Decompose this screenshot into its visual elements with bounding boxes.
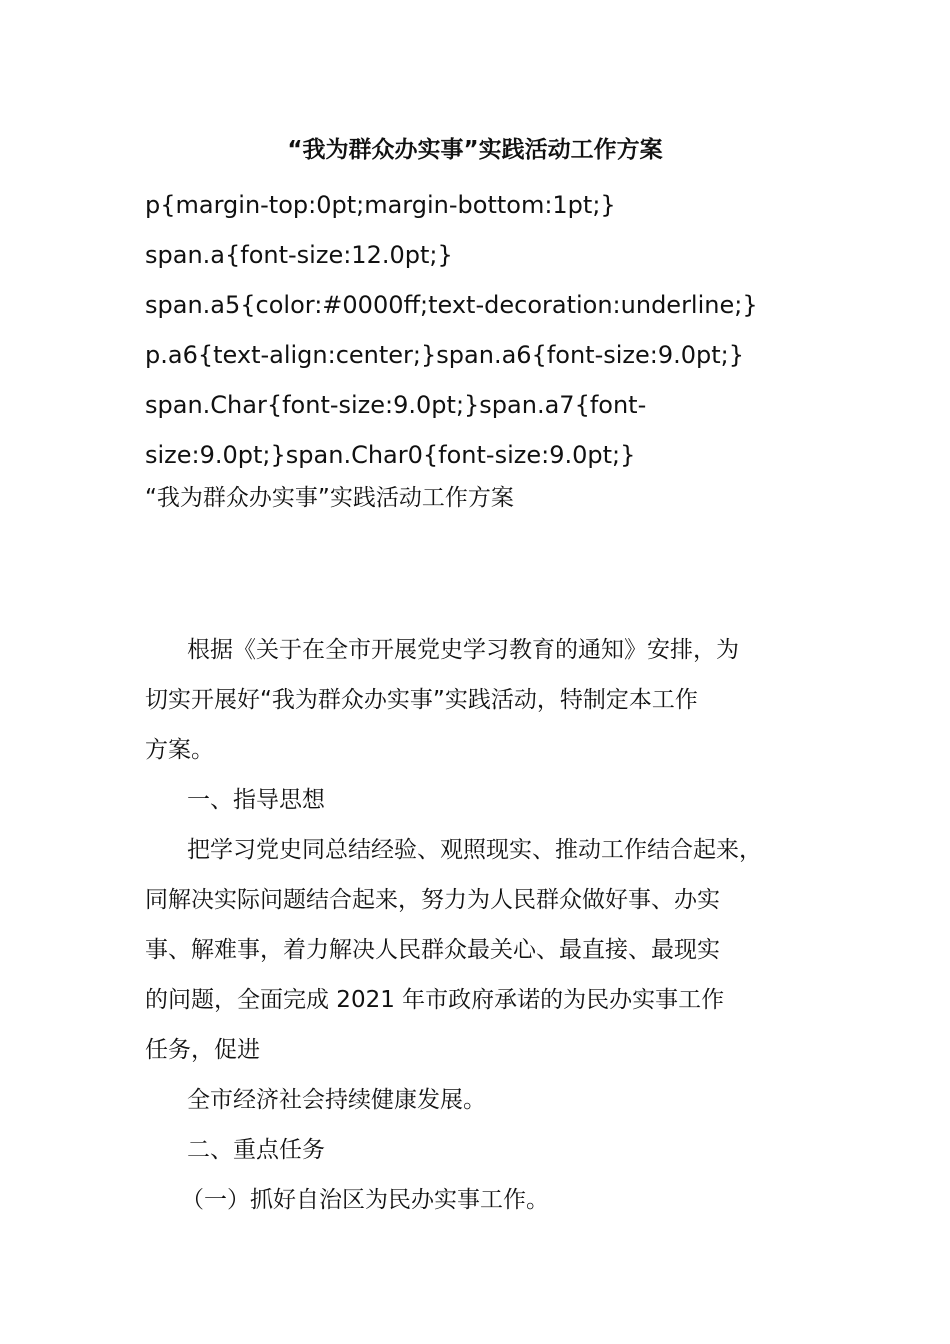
body-paragraph-line: 根据《关于在全市开展党史学习教育的通知》安排，为 — [187, 637, 739, 663]
document-title: “我为群众办实事”实践活动工作方案 — [287, 137, 663, 163]
css-line: p{margin-top:0pt;margin-bottom:1pt;} — [145, 191, 616, 219]
body-paragraph-line: 的问题，全面完成 2021 年市政府承诺的为民办实事工作 — [145, 987, 725, 1013]
section-heading: 二、重点任务 — [187, 1137, 325, 1163]
body-paragraph-line: 把学习党史同总结经验、观照现实、推动工作结合起来， — [187, 837, 762, 863]
body-paragraph-line: 方案。 — [145, 737, 214, 763]
body-paragraph-line: 同解决实际问题结合起来，努力为人民群众做好事、办实 — [145, 887, 720, 913]
css-line: span.a{font-size:12.0pt;} — [145, 241, 453, 269]
body-paragraph-line: 事、解难事，着力解决人民群众最关心、最直接、最现实 — [145, 937, 720, 963]
css-line: p.a6{text-align:center;}span.a6{font-size:9.0pt;} — [145, 341, 745, 369]
body-paragraph-line: 任务，促进 — [145, 1037, 260, 1063]
section-heading: 一、指导思想 — [187, 787, 325, 813]
stylesheet-text-block — [145, 180, 825, 480]
css-line: span.Char{font-size:9.0pt;}span.a7{font- — [145, 391, 647, 419]
body-paragraph-line: 切实开展好“我为群众办实事”实践活动，特制定本工作 — [145, 687, 698, 713]
document-body — [145, 625, 825, 1225]
css-line: span.a5{color:#0000ff;text-decoration:underline;} — [145, 291, 758, 319]
subsection-heading: （一）抓好自治区为民办实事工作。 — [181, 1187, 549, 1213]
document-subtitle: “我为群众办实事”实践活动工作方案 — [145, 485, 514, 511]
css-line: size:9.0pt;}span.Char0{font-size:9.0pt;} — [145, 441, 636, 469]
body-paragraph-line: 全市经济社会持续健康发展。 — [187, 1087, 486, 1113]
